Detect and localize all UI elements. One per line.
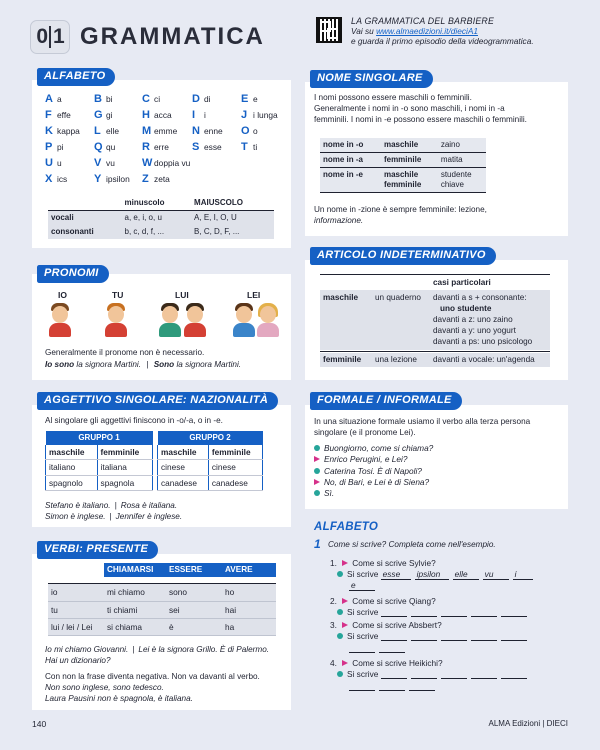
unit-number-left: 0 bbox=[36, 24, 47, 48]
formale-intro-2: singolare (e il pronome Lei). bbox=[314, 428, 416, 437]
example-text: Io mi chiamo Giovanni. bbox=[45, 645, 129, 654]
table-cell: A, E, I, O, U bbox=[194, 213, 237, 222]
articolo-head-rule bbox=[320, 274, 550, 275]
answer-blank[interactable] bbox=[381, 632, 407, 641]
articolo-case-5: davanti a ps: uno psicologo bbox=[433, 337, 533, 346]
table-cell bbox=[438, 168, 486, 193]
dialogue-text: No, di Bari, e Lei è di Siena? bbox=[324, 477, 430, 488]
letter-glyph: D bbox=[192, 93, 200, 105]
letter-glyph: N bbox=[192, 125, 200, 137]
table-cell: femminile bbox=[97, 445, 152, 460]
answer-blank[interactable] bbox=[411, 670, 437, 679]
alphabet-letter bbox=[241, 93, 258, 107]
promo-prefix: Vai su bbox=[351, 25, 377, 36]
col-avere: AVERE bbox=[222, 563, 276, 577]
letter-name: erre bbox=[154, 142, 169, 152]
table-cell: B, C, D, F, ... bbox=[194, 227, 240, 236]
letter-name: ipsilon bbox=[106, 174, 130, 184]
answer-blank[interactable] bbox=[471, 632, 497, 641]
footer-publisher bbox=[489, 719, 568, 729]
answer-blank[interactable] bbox=[441, 608, 467, 617]
answer-blank[interactable]: elle bbox=[453, 569, 479, 580]
col-essere: ESSERE bbox=[166, 563, 222, 577]
letter-glyph: W bbox=[142, 157, 153, 169]
dialogue-line bbox=[314, 466, 433, 476]
label-lei: LEI bbox=[247, 290, 261, 300]
bullet-dot-icon bbox=[337, 571, 343, 577]
letter-glyph: H bbox=[142, 109, 150, 121]
answer-prefix: Si scrive bbox=[347, 669, 379, 679]
unit-badge bbox=[30, 20, 70, 54]
bullet-triangle-icon bbox=[314, 479, 320, 485]
formale-tag: FORMALE / INFORMALE bbox=[310, 392, 462, 410]
exercise-answer-4 bbox=[337, 669, 531, 679]
alphabet-letter bbox=[45, 141, 64, 155]
verb-cell: ho bbox=[222, 584, 276, 601]
letter-glyph: B bbox=[94, 93, 102, 105]
nome-intro-2: Generalmente i nomi in -o sono maschili, i nomi in -a bbox=[314, 104, 505, 113]
table-cell bbox=[381, 168, 438, 193]
dialogue-text: Sì. bbox=[324, 488, 335, 499]
letter-name: ics bbox=[57, 174, 68, 184]
exercise-item-3 bbox=[330, 620, 442, 630]
answer-blank[interactable]: vu bbox=[483, 569, 509, 580]
letter-glyph: A bbox=[45, 93, 53, 105]
alphabet-letter bbox=[241, 125, 258, 139]
alfabeto-tag: ALFABETO bbox=[37, 68, 115, 86]
promo-title: LA GRAMMATICA DEL BARBIERE bbox=[351, 16, 495, 26]
letter-glyph: V bbox=[94, 157, 102, 169]
bullet-triangle-icon bbox=[342, 560, 348, 566]
exercise-answer-2 bbox=[337, 607, 531, 617]
aggettivo-examples-2: Simon è inglese. | Jennifer è inglese. bbox=[45, 512, 183, 521]
table-cell: b, c, d, f, ... bbox=[124, 227, 165, 236]
alphabet-letter bbox=[45, 109, 71, 123]
gender-label: maschile bbox=[383, 170, 419, 179]
label-io: IO bbox=[58, 290, 67, 300]
letter-name: acca bbox=[154, 110, 172, 120]
articolo-fem-case: davanti a vocale: un'agenda bbox=[433, 355, 535, 364]
verbi-tag: VERBI: PRESENTE bbox=[37, 541, 158, 559]
articolo-case-4: davanti a y: uno yogurt bbox=[433, 326, 516, 335]
bullet-dot-icon bbox=[337, 671, 343, 677]
letter-glyph: U bbox=[45, 157, 53, 169]
letter-name: enne bbox=[204, 126, 223, 136]
answer-blank[interactable] bbox=[411, 608, 437, 617]
alphabet-letter bbox=[142, 141, 169, 155]
item-number: 4. bbox=[330, 658, 337, 668]
table-cell: femminile bbox=[381, 153, 438, 168]
example-bold: Io sono bbox=[45, 360, 75, 369]
letter-name: vu bbox=[106, 158, 115, 168]
articolo-tag: ARTICOLO INDETERMINATIVO bbox=[310, 247, 496, 265]
table-cell: canadese bbox=[208, 475, 262, 490]
alphabet-letter bbox=[192, 125, 223, 139]
letter-glyph: L bbox=[94, 125, 101, 137]
verb-cell: hai bbox=[222, 601, 276, 618]
answer-blank[interactable] bbox=[501, 632, 527, 641]
answer-blank[interactable] bbox=[471, 670, 497, 679]
verbi-example-1: Io mi chiamo Giovanni. | Lei è la signora Grillo. È di Palermo. bbox=[45, 645, 270, 654]
letter-glyph: X bbox=[45, 173, 53, 185]
alphabet-letter bbox=[94, 157, 115, 171]
letter-name: e bbox=[253, 94, 258, 104]
page-title: GRAMMATICA bbox=[80, 23, 265, 50]
letter-name: u bbox=[57, 158, 62, 168]
bullet-dot-icon bbox=[314, 490, 320, 496]
col-minuscolo: minuscolo bbox=[122, 196, 192, 211]
alphabet-letter bbox=[45, 157, 62, 171]
alphabet-letter bbox=[192, 93, 211, 107]
gruppo1-header: GRUPPO 1 bbox=[46, 431, 153, 445]
dialogue-line bbox=[314, 443, 433, 453]
articolo-rule bbox=[320, 351, 550, 352]
book-name: DIECI bbox=[546, 719, 568, 728]
answer-blank[interactable] bbox=[501, 670, 527, 679]
item-number: 2. bbox=[330, 596, 337, 606]
letter-name: gi bbox=[106, 110, 113, 120]
item-number: 1. bbox=[330, 558, 337, 568]
example-text: la signora Martini. bbox=[174, 360, 242, 369]
bullet-triangle-icon bbox=[342, 598, 348, 604]
letter-glyph: M bbox=[142, 125, 152, 137]
letter-name: zeta bbox=[154, 174, 170, 184]
letter-glyph: F bbox=[45, 109, 52, 121]
formale-dialogue bbox=[314, 443, 433, 500]
articolo-masc-art: un quaderno bbox=[375, 293, 421, 302]
verb-cell: sei bbox=[166, 601, 222, 618]
pronomi-tag: PRONOMI bbox=[37, 265, 109, 283]
answer-blank[interactable]: e bbox=[349, 580, 375, 591]
promo-line2: e guarda il primo episodio della videogrammatica. bbox=[351, 35, 534, 46]
letter-glyph: C bbox=[142, 93, 150, 105]
articolo-case-2: uno studente bbox=[440, 304, 492, 313]
table-cell: spagnolo bbox=[46, 475, 98, 490]
exercise-item-2 bbox=[330, 596, 436, 606]
alphabet-letter bbox=[241, 141, 257, 155]
row-label: consonanti bbox=[51, 227, 94, 236]
letter-glyph: I bbox=[192, 109, 196, 121]
unit-number-right: 1 bbox=[53, 24, 64, 48]
letter-glyph: P bbox=[45, 141, 53, 153]
dialogue-line bbox=[314, 477, 433, 487]
articolo-masc-label: maschile bbox=[323, 293, 359, 302]
qr-code-icon[interactable] bbox=[316, 17, 342, 43]
exercise-answer-4-cont bbox=[349, 681, 439, 691]
exercise-answer-1-cont bbox=[349, 580, 379, 591]
answer-blank[interactable] bbox=[441, 632, 467, 641]
example-text: Rosa è italiana. bbox=[120, 501, 178, 510]
bullet-triangle-icon bbox=[342, 660, 348, 666]
aggettivo-intro: Al singolare gli aggettivi finiscono in -o/-a, o in -e. bbox=[45, 416, 223, 425]
alphabet-letter bbox=[142, 93, 160, 107]
gruppo2-header: GRUPPO 2 bbox=[158, 431, 263, 445]
dialogue-text: Caterina Tosi. È di Napoli? bbox=[324, 465, 422, 476]
letter-glyph: T bbox=[241, 141, 248, 153]
nome-intro-1: I nomi possono essere maschili o femminili. bbox=[314, 93, 472, 102]
bullet-triangle-icon bbox=[314, 456, 320, 462]
verbi-example-2: Hai un dizionario? bbox=[45, 656, 111, 665]
articolo-fem-label: femminile bbox=[323, 355, 362, 364]
answer-blank[interactable]: esse bbox=[381, 569, 411, 580]
exercise-answer-3 bbox=[337, 631, 531, 641]
verb-cell: mi chiamo bbox=[104, 584, 166, 601]
pronoun-cell: io bbox=[48, 584, 104, 601]
answer-blank[interactable] bbox=[501, 608, 527, 617]
articolo-case-3: davanti a z: uno zaino bbox=[433, 315, 513, 324]
col-chiamarsi: CHIAMARSI bbox=[104, 563, 166, 577]
answer-prefix: Si scrive bbox=[347, 569, 379, 579]
alphabet-letter bbox=[94, 141, 115, 155]
alphabet-letter bbox=[94, 173, 130, 187]
letter-glyph: Q bbox=[94, 141, 103, 153]
alphabet-letter bbox=[45, 93, 62, 107]
verb-cell: si chiama bbox=[104, 618, 166, 635]
pronoun-cell: tu bbox=[48, 601, 104, 618]
example-text: Stefano è italiano. bbox=[45, 501, 111, 510]
item-question: Come si scrive Qiang? bbox=[352, 596, 436, 606]
table-cell: maschile bbox=[46, 445, 98, 460]
table-cell: femminile bbox=[208, 445, 262, 460]
letter-glyph: O bbox=[241, 125, 250, 137]
nome-intro-3: femminili. I nomi in -e possono essere maschili o femminili. bbox=[314, 115, 527, 124]
page-number: 140 bbox=[32, 719, 47, 729]
letter-name: i lunga bbox=[253, 110, 278, 120]
letter-name: esse bbox=[204, 142, 222, 152]
table-cell: canadese bbox=[158, 475, 209, 490]
nome-note-1 bbox=[314, 205, 487, 215]
verbi-negation-ex1: Non sono inglese, sono tedesco. bbox=[45, 683, 164, 692]
table-cell: zaino bbox=[438, 138, 486, 153]
letter-glyph: G bbox=[94, 109, 103, 121]
letter-name: effe bbox=[57, 110, 71, 120]
unit-divider bbox=[49, 26, 51, 48]
alphabet-letter bbox=[94, 109, 113, 123]
verb-cell: ti chiami bbox=[104, 601, 166, 618]
separator: | bbox=[146, 360, 149, 369]
item-question: Come si scrive Heikichi? bbox=[352, 658, 443, 668]
exercise-instruction: Come si scrive? Completa come nell'esempio. bbox=[328, 540, 496, 549]
answer-blank[interactable] bbox=[441, 670, 467, 679]
verb-cell: è bbox=[166, 618, 222, 635]
exercise-answer-3-cont bbox=[349, 643, 409, 653]
pronomi-note: Generalmente il pronome non è necessario. bbox=[45, 348, 205, 357]
articolo-casi-header: casi particolari bbox=[433, 278, 491, 287]
gruppo2-table bbox=[157, 431, 263, 491]
alphabet-letter bbox=[192, 141, 222, 155]
dialogue-line bbox=[314, 454, 433, 464]
dialogue-line bbox=[314, 488, 433, 498]
letter-glyph: E bbox=[241, 93, 249, 105]
exercise-item-1 bbox=[330, 558, 436, 568]
answer-blank[interactable] bbox=[381, 608, 407, 617]
letter-glyph: R bbox=[142, 141, 150, 153]
example-text: Simon è inglese. bbox=[45, 512, 106, 521]
articolo-case-1: davanti a s + consonante: bbox=[433, 293, 527, 302]
verbi-negation-ex2: Laura Pausini non è spagnola, è italiana. bbox=[45, 694, 193, 703]
answer-blank[interactable]: i bbox=[513, 569, 533, 580]
bullet-dot-icon bbox=[314, 445, 320, 451]
verb-cell: sono bbox=[166, 584, 222, 601]
table-cell: cinese bbox=[208, 460, 262, 475]
letter-name: ti bbox=[253, 142, 258, 152]
table-cell: nome in -a bbox=[320, 153, 381, 168]
letter-name: kappa bbox=[57, 126, 80, 136]
alphabet-letter bbox=[142, 109, 172, 123]
label-tu: TU bbox=[112, 290, 124, 300]
vowels-consonants-table bbox=[48, 196, 274, 239]
letter-name: bi bbox=[106, 94, 113, 104]
letter-name: i bbox=[204, 110, 206, 120]
verbi-table bbox=[48, 563, 276, 636]
letter-name: ci bbox=[154, 94, 161, 104]
alphabet-letter bbox=[94, 93, 113, 107]
col-maiuscolo: MAIUSCOLO bbox=[191, 196, 274, 211]
item-number: 3. bbox=[330, 620, 337, 630]
letter-glyph: J bbox=[241, 109, 248, 121]
noun-example: studente bbox=[440, 170, 472, 179]
example-bold: Sono bbox=[153, 360, 175, 369]
letter-glyph: K bbox=[45, 125, 53, 137]
example-text: Lei è la signora Grillo. È di Palermo. bbox=[138, 645, 270, 654]
table-cell: nome in -o bbox=[320, 138, 381, 153]
item-question: Come si scrive Sylvie? bbox=[352, 558, 436, 568]
dialogue-text: Buongiorno, come si chiama? bbox=[324, 443, 434, 453]
table-cell: maschile bbox=[158, 445, 209, 460]
alphabet-letter bbox=[45, 125, 80, 139]
alphabet-letter bbox=[241, 109, 278, 123]
video-promo bbox=[351, 16, 591, 46]
bullet-dot-icon bbox=[337, 633, 343, 639]
bullet-triangle-icon bbox=[342, 622, 348, 628]
nome-tag: NOME SINGOLARE bbox=[310, 70, 433, 88]
answer-blank[interactable] bbox=[379, 644, 405, 653]
exercise-item-4 bbox=[330, 658, 443, 668]
answer-blank[interactable] bbox=[379, 682, 405, 691]
row-label: vocali bbox=[51, 213, 74, 222]
bullet-dot-icon bbox=[337, 609, 343, 615]
publisher-name: ALMA Edizioni bbox=[488, 719, 541, 728]
promo-link[interactable]: www.almaedizioni.it/dieciA1 bbox=[376, 25, 478, 36]
table-cell: spagnola bbox=[97, 475, 152, 490]
table-cell: nome in -e bbox=[320, 168, 381, 193]
table-cell: italiano bbox=[46, 460, 98, 475]
answer-blank[interactable] bbox=[471, 608, 497, 617]
gender-label: femminile bbox=[383, 180, 422, 189]
letter-name: elle bbox=[106, 126, 120, 136]
exercise-number: 1 bbox=[314, 537, 321, 551]
letter-glyph: S bbox=[192, 141, 200, 153]
alphabet-letter bbox=[142, 173, 170, 187]
letter-name: pi bbox=[57, 142, 64, 152]
verbi-negation: Con non la frase diventa negativa. Non va davanti al verbo. bbox=[45, 672, 260, 681]
example-text: la signora Martini. bbox=[74, 360, 142, 369]
table-cell: maschile bbox=[381, 138, 438, 153]
articolo-fem-art: una lezione bbox=[375, 355, 417, 364]
answer-prefix: Si scrive bbox=[347, 631, 379, 641]
table-cell: cinese bbox=[158, 460, 209, 475]
nome-note-2: informazione. bbox=[314, 216, 364, 225]
nome-table bbox=[320, 138, 486, 193]
separator: | bbox=[542, 719, 545, 728]
label-lui: LUI bbox=[175, 290, 189, 300]
note-text: Un nome in -zione è sempre femminile: lezione, bbox=[314, 205, 487, 214]
answer-blank[interactable] bbox=[381, 670, 407, 679]
alphabet-letter bbox=[142, 157, 190, 171]
answer-blank[interactable] bbox=[349, 682, 375, 691]
formale-intro-1: In una situazione formale usiamo il verbo alla terza persona bbox=[314, 417, 531, 426]
table-cell: a, e, i, o, u bbox=[124, 213, 162, 222]
letter-glyph: Z bbox=[142, 173, 149, 185]
bullet-dot-icon bbox=[314, 468, 320, 474]
answer-blank[interactable] bbox=[349, 644, 375, 653]
gruppo1-table bbox=[45, 431, 153, 491]
verb-cell: ha bbox=[222, 618, 276, 635]
letter-name: doppia vu bbox=[154, 158, 191, 168]
dialogue-text: Enrico Perugini, e Lei? bbox=[324, 454, 408, 465]
letter-name: o bbox=[253, 126, 258, 136]
letter-name: di bbox=[204, 94, 211, 104]
answer-blank[interactable] bbox=[409, 682, 435, 691]
alphabet-letter bbox=[142, 125, 177, 139]
answer-blank[interactable]: ipsilon bbox=[415, 569, 449, 580]
exercise-title: ALFABETO bbox=[314, 521, 379, 533]
alphabet-letter bbox=[94, 125, 119, 139]
noun-example: chiave bbox=[440, 180, 464, 189]
item-question: Come si scrive Absbert? bbox=[352, 620, 442, 630]
answer-prefix: Si scrive bbox=[347, 607, 379, 617]
table-cell: matita bbox=[438, 153, 486, 168]
exercise-answer-1 bbox=[337, 569, 537, 580]
table-cell: italiana bbox=[97, 460, 152, 475]
letter-glyph: Y bbox=[94, 173, 102, 185]
letter-name: emme bbox=[154, 126, 178, 136]
alphabet-letter bbox=[192, 109, 206, 123]
pronoun-cell: lui / lei / Lei bbox=[48, 618, 104, 635]
alphabet-letter bbox=[45, 173, 67, 187]
example-text: Jennifer è inglese. bbox=[115, 512, 183, 521]
answer-blank[interactable] bbox=[411, 632, 437, 641]
pronomi-examples bbox=[45, 360, 241, 370]
aggettivo-tag: AGGETTIVO SINGOLARE: NAZIONALITÀ bbox=[37, 392, 278, 410]
letter-name: qu bbox=[106, 142, 116, 152]
aggettivo-examples-1: Stefano è italiano. | Rosa è italiana. bbox=[45, 501, 178, 510]
letter-name: a bbox=[57, 94, 62, 104]
